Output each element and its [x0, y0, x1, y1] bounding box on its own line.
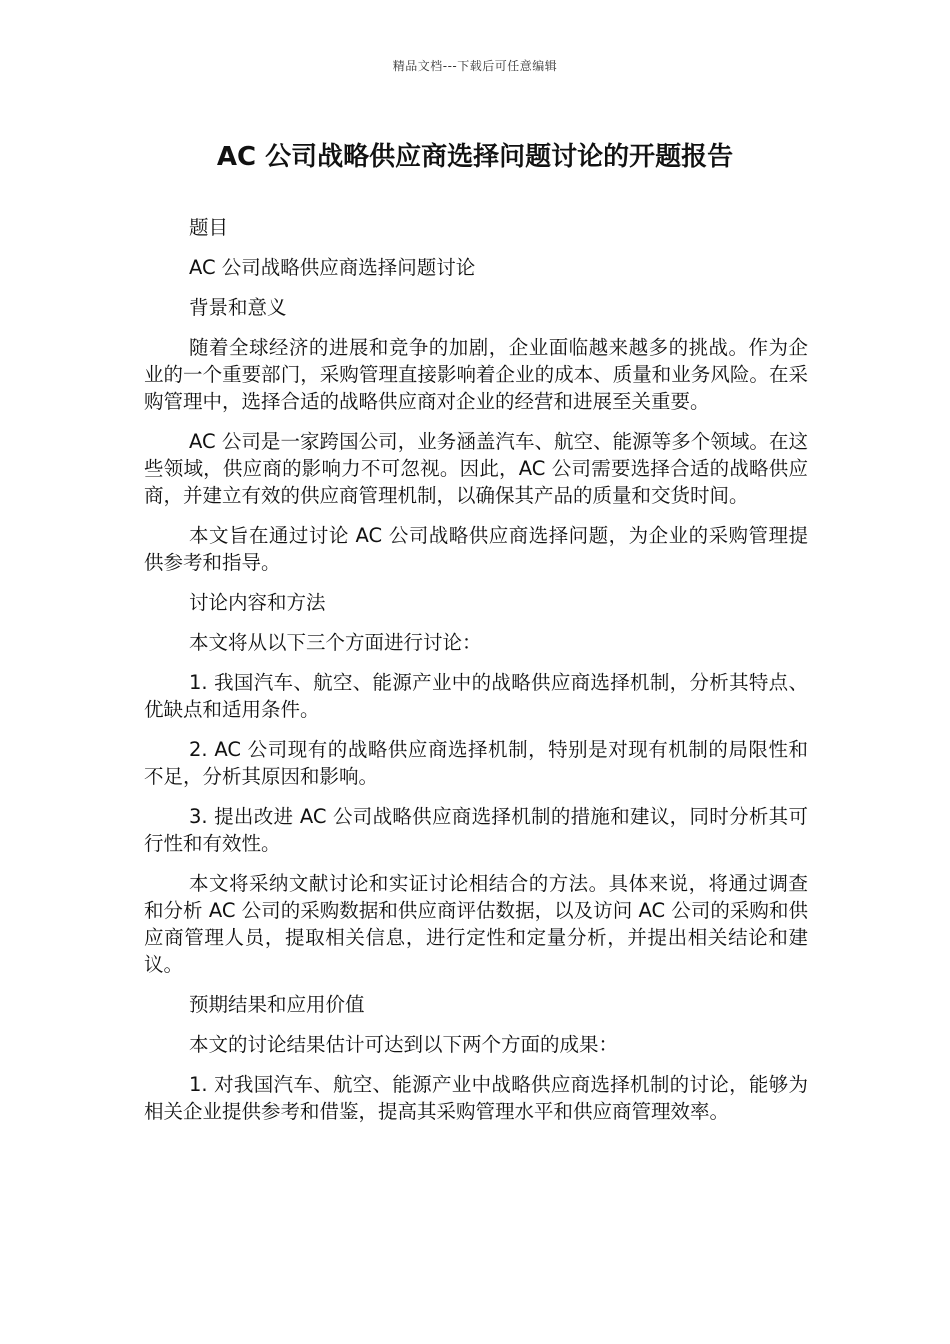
section-heading-results: 预期结果和应用价值 — [189, 993, 365, 1016]
list-item-results-1: 1. 对我国汽车、航空、能源产业中战略供应商选择机制的讨论，能够为相关企业提供参考和借鉴，提高其采购管理水平和供应商管理效率。 — [144, 1073, 808, 1123]
paragraph-background-2: AC 公司是一家跨国公司，业务涵盖汽车、航空、能源等多个领域。在这些领域，供应商的影响力不可忽视。因此，AC 公司需要选择合适的战略供应商，并建立有效的供应商管理机制，以确保其产品的质量和交货时间。 — [144, 430, 808, 507]
section-heading-background: 背景和意义 — [189, 296, 287, 319]
paragraph-topic-text: AC 公司战略供应商选择问题讨论 — [189, 256, 476, 279]
section-heading-topic: 题目 — [189, 216, 229, 239]
list-item-content-1: 1. 我国汽车、航空、能源产业中的战略供应商选择机制，分析其特点、优缺点和适用条件。 — [144, 671, 808, 721]
paragraph-results-intro: 本文的讨论结果估计可达到以下两个方面的成果： — [189, 1033, 619, 1056]
list-item-content-3: 3. 提出改进 AC 公司战略供应商选择机制的措施和建议，同时分析其可行性和有效性。 — [144, 805, 808, 855]
list-item-content-2: 2. AC 公司现有的战略供应商选择机制，特别是对现有机制的局限性和不足，分析其原因和影响。 — [144, 738, 808, 788]
paragraph-background-1: 随着全球经济的进展和竞争的加剧，企业面临越来越多的挑战。作为企业的一个重要部门，采购管理直接影响着企业的成本、质量和业务风险。在采购管理中，选择合适的战略供应商对企业的经营和进展至关重要。 — [144, 336, 808, 413]
document-body — [144, 214, 808, 1138]
section-heading-content-method: 讨论内容和方法 — [189, 591, 326, 614]
paragraph-background-3: 本文旨在通过讨论 AC 公司战略供应商选择问题，为企业的采购管理提供参考和指导。 — [144, 524, 808, 574]
header-note: 精品文档---下载后可任意编辑 — [392, 59, 558, 73]
paragraph-method: 本文将采纳文献讨论和实证讨论相结合的方法。具体来说，将通过调查和分析 AC 公司的采购数据和供应商评估数据，以及访问 AC 公司的采购和供应商管理人员，提取相关信息，进行定性和定量分析，并提出相关结论和建议。 — [144, 872, 808, 976]
document-title: AC 公司战略供应商选择问题讨论的开题报告 — [216, 142, 734, 172]
paragraph-content-intro: 本文将从以下三个方面进行讨论： — [189, 631, 482, 654]
